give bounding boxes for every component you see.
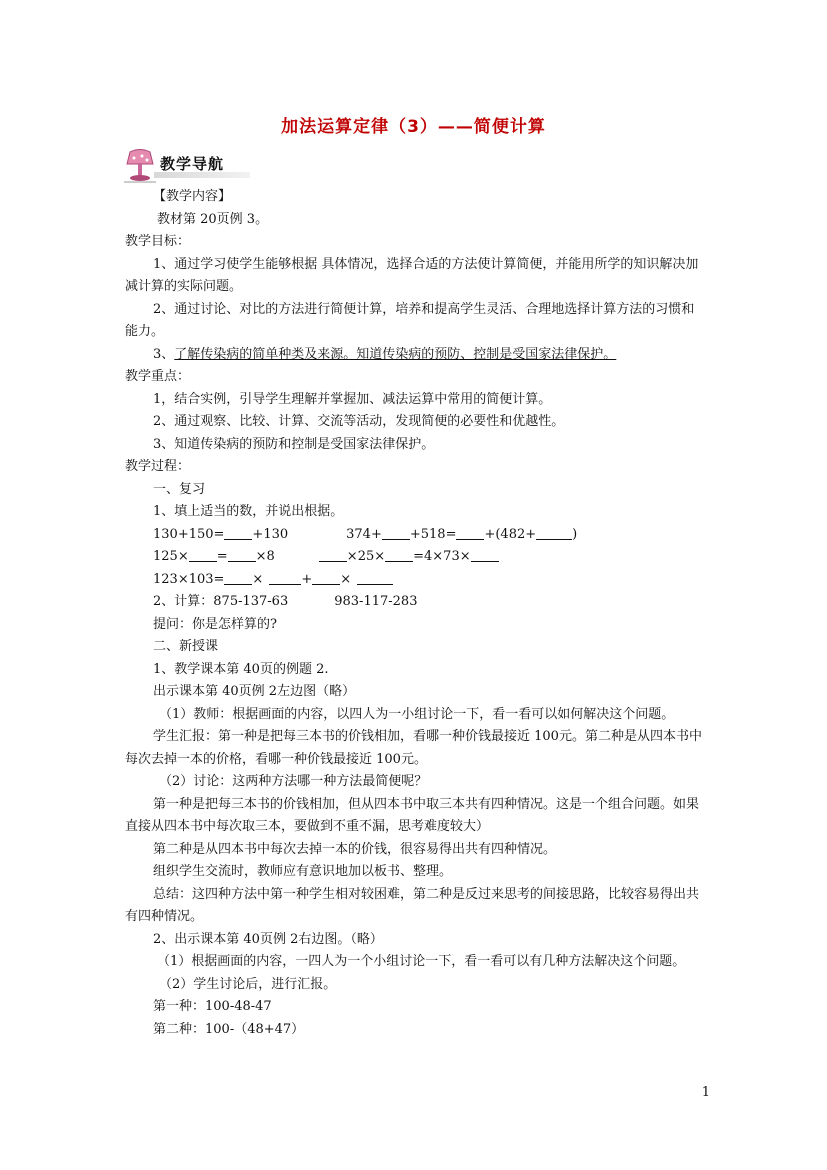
equation-row-3 — [125, 569, 705, 592]
calculation-exercise — [125, 591, 705, 614]
answer-blank — [536, 525, 572, 540]
answer-blank — [385, 547, 413, 562]
content-heading: 【教学内容】 — [153, 189, 232, 204]
equation-row-2 — [125, 546, 705, 569]
answer-blank — [357, 570, 393, 585]
eq-text: × — [252, 571, 264, 587]
eq-text: 125× — [153, 549, 189, 564]
teach-example-1: 1、教学课本第 40页的例题 2. — [153, 661, 329, 677]
goal-3-prefix: 3、 — [153, 346, 175, 362]
key-1: 1，结合实例，引导学生理解并掌握加、减法运算中常用的简便计算。 — [153, 391, 552, 407]
paragraph-4: 第一种是把每三本书的价钱相加，但从四本书中取三本共有四种情况。这是一个组合问题。如果直接从四本书中每次取三本，要做到不重不漏，思考难度较大） — [125, 796, 700, 834]
equation-row-1 — [125, 524, 705, 547]
paragraph-7: 总结：这四种方法中第一种学生相对较困难，第二种是反过来思考的间接思路，比较容易得出共有四种情况。 — [125, 886, 700, 924]
answer-blank — [269, 570, 301, 585]
show-figure-1: 出示课本第 40页例 2左边图（略） — [153, 684, 356, 699]
eq-text: = — [216, 549, 228, 564]
answer-blank — [228, 547, 256, 562]
calc-b: 983-117-283 — [334, 594, 418, 609]
eq-text: +130 — [252, 526, 289, 542]
calc-a: 2、计算：875-137-63 — [153, 594, 289, 609]
eq-text: ×25× — [346, 549, 386, 564]
eq-text: ) — [572, 526, 578, 542]
teaching-guide-badge — [120, 146, 260, 186]
answer-blank — [382, 525, 410, 540]
page-title: 加法运算定律（3）——简便计算 — [281, 117, 546, 137]
new-lesson-heading: 二、新授课 — [153, 639, 219, 654]
goal-1: 1、通过学习使学生能够根据 具体情况，选择合适的方法使计算简便，并能用所学的知识解决加减计算的实际问题。 — [125, 256, 699, 294]
fill-instruction: 1、填上适当的数，并说出根据。 — [153, 504, 344, 519]
lamp-icon — [120, 146, 160, 186]
goal-3-text: 了解传染病的简单种类及来源。知道传染病的预防、控制是受国家法律保护。 — [174, 346, 617, 362]
answer-blank — [224, 525, 252, 540]
content-text: 教材第 20页例 3。 — [157, 211, 269, 227]
eq-text: ×8 — [255, 549, 275, 564]
key-heading: 教学重点： — [125, 369, 191, 384]
review-heading: 一、复习 — [153, 481, 206, 497]
paragraph-6: 组织学生交流时，教师应有意识地加以板书、整理。 — [153, 864, 453, 879]
answer-blank — [456, 525, 484, 540]
paragraph-8: （1）根据画面的内容，一四人为一个小组讨论一下，看一看可以有几种方法解决这个问题。 — [157, 954, 686, 969]
answer-blank — [224, 570, 252, 585]
paragraph-1: （1）教师：根据画面的内容，以四人为一小组讨论一下，看一看可以如何解决这个问题。 — [159, 706, 675, 722]
eq-text: 130+150= — [153, 526, 225, 542]
goal-3 — [125, 344, 705, 367]
eq-text: +(482+ — [484, 526, 537, 542]
key-2: 2、通过观察、比较、计算、交流等活动，发现简便的必要性和优越性。 — [153, 414, 565, 429]
answer-blank — [319, 547, 347, 562]
key-3: 3、知道传染病的预防和控制是受国家法律保护。 — [153, 436, 435, 452]
answer-blank — [312, 570, 340, 585]
answer-blank — [189, 547, 217, 562]
lesson-body — [125, 186, 705, 1041]
answer-blank — [471, 547, 499, 562]
goal-2: 2、通过讨论、对比的方法进行简便计算，培养和提高学生灵活、合理地选择计算方法的习惯和能力。 — [125, 301, 695, 339]
goals-heading: 教学目标： — [125, 234, 191, 249]
eq-text: × — [340, 571, 352, 587]
question: 提问：你是怎样算的? — [153, 616, 277, 632]
process-heading: 教学过程： — [125, 459, 191, 474]
badge-label: 教学导航 — [160, 155, 225, 173]
eq-text: +518= — [409, 526, 457, 542]
paragraph-5: 第二种是从四本书中每次去掉一本的价钱，很容易得出共有四种情况。 — [153, 841, 557, 857]
paragraph-9: （2）学生讨论后，进行汇报。 — [159, 976, 337, 992]
paragraph-2: 学生汇报：第一种是把每三本书的价钱相加，看哪一种价钱最接近 100元。第二种是从四本书中每次去掉一本的价格，看哪一种价钱最接近 100元。 — [125, 729, 702, 767]
eq-text: 123×103= — [153, 571, 225, 587]
method-2: 第二种：100-（48+47） — [153, 1021, 305, 1037]
method-1: 第一种：100-48-47 — [153, 999, 272, 1014]
page-number: 1 — [701, 1085, 710, 1100]
show-figure-2: 2、出示课本第 40页例 2右边图。（略） — [153, 931, 383, 947]
eq-text: 374+ — [346, 526, 382, 542]
eq-text: =4×73× — [413, 549, 471, 564]
eq-text: + — [301, 571, 313, 587]
paragraph-3: （2）讨论：这两种方法哪一种方法最简便呢？ — [159, 774, 428, 789]
